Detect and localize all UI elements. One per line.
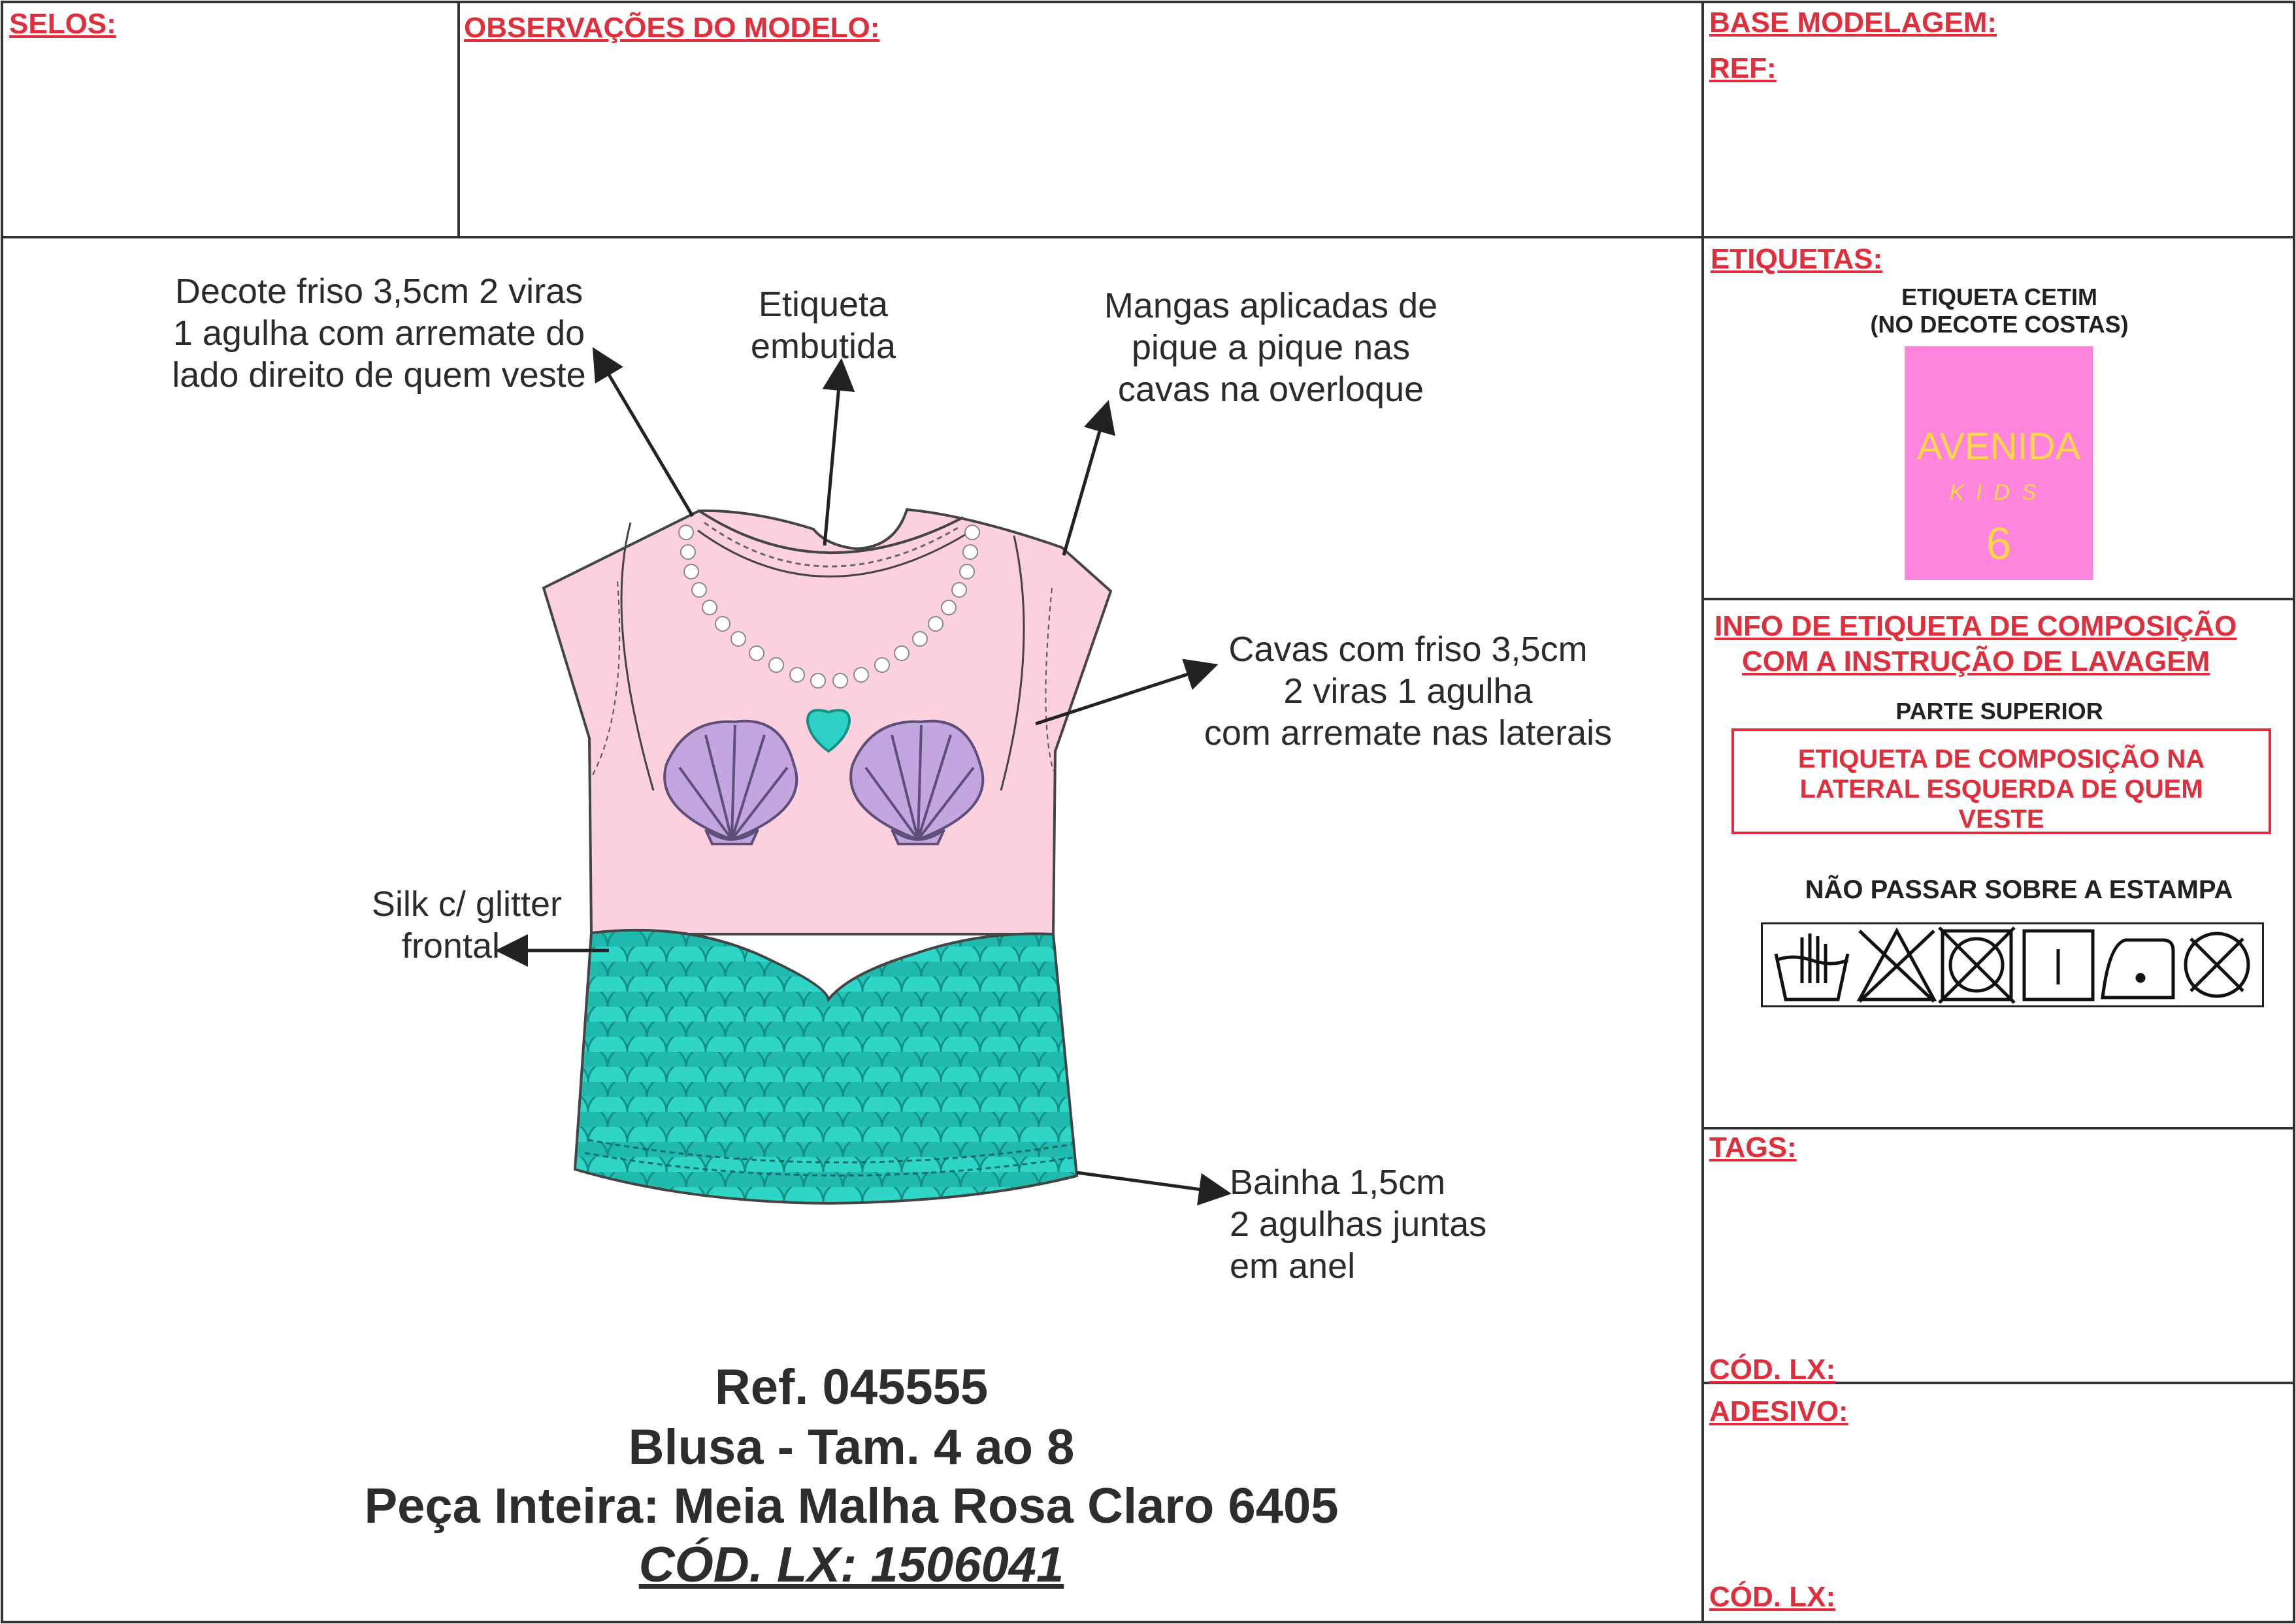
line-dry-icon — [2024, 931, 2093, 999]
composicao-box: ETIQUETA DE COMPOSIÇÃO NA LATERAL ESQUERDA DE QUEM VESTE — [1731, 728, 2271, 834]
adesivo-label: ADESIVO: — [1709, 1395, 1848, 1427]
decote-note: Decote friso 3,5cm 2 viras 1 agulha com arremate do lado direito de quem veste — [172, 272, 586, 395]
mangas-note: Mangas aplicadas de pique a pique nas cavas na overloque — [1104, 286, 1438, 409]
info-title-2: COM A INSTRUÇÃO DE LAVAGEM — [1742, 645, 2210, 677]
iron-low-icon — [2103, 940, 2173, 998]
label-kids: KIDS — [1949, 480, 2048, 505]
no-dry-clean-icon — [2186, 934, 2248, 996]
product-fabric: Peça Inteira: Meia Malha Rosa Claro 6405 — [364, 1478, 1339, 1534]
no-bleach-icon — [1860, 931, 1934, 1001]
tags-label: TAGS: — [1709, 1131, 1797, 1163]
care-icons — [1761, 922, 2264, 1007]
etiquetas-label: ETIQUETAS: — [1711, 243, 1883, 275]
parte-superior: PARTE SUPERIOR — [1895, 698, 2103, 724]
hand-wash-icon — [1776, 934, 1848, 999]
cod-lx-label-1: CÓD. LX: — [1709, 1354, 1836, 1386]
etiqueta-cetim: ETIQUETA CETIM — [1901, 284, 2097, 310]
base-modelagem-label: BASE MODELAGEM: — [1709, 7, 1997, 39]
product-type: Blusa - Tam. 4 ao 8 — [628, 1420, 1075, 1475]
product-code: CÓD. LX: 1506041 — [638, 1537, 1064, 1593]
silk-note: Silk c/ glitter frontal — [371, 885, 562, 966]
product-ref: Ref. 045555 — [714, 1359, 989, 1415]
cavas-note: Cavas com friso 3,5cm 2 viras 1 agulha com arremate nas laterais — [1204, 630, 1613, 753]
nao-passar: NÃO PASSAR SOBRE A ESTAMPA — [1805, 875, 2233, 904]
label-size: 6 — [1986, 518, 2012, 569]
cod-lx-label-2: CÓD. LX: — [1709, 1581, 1836, 1613]
label-brand: AVENIDA — [1916, 425, 2081, 468]
brand-label — [1905, 346, 2093, 580]
no-tumble-dry-icon — [1939, 928, 2014, 1003]
decote-costas: (NO DECOTE COSTAS) — [1870, 311, 2129, 338]
observacoes-label: OBSERVAÇÕES DO MODELO: — [464, 12, 880, 44]
info-title-1: INFO DE ETIQUETA DE COMPOSIÇÃO — [1714, 610, 2237, 642]
selos-label: SELOS: — [9, 8, 116, 40]
ref-label: REF: — [1709, 52, 1777, 84]
bainha-note: Bainha 1,5cm 2 agulhas juntas em anel — [1230, 1163, 1487, 1286]
etiqueta-note: Etiqueta embutida — [750, 285, 896, 366]
